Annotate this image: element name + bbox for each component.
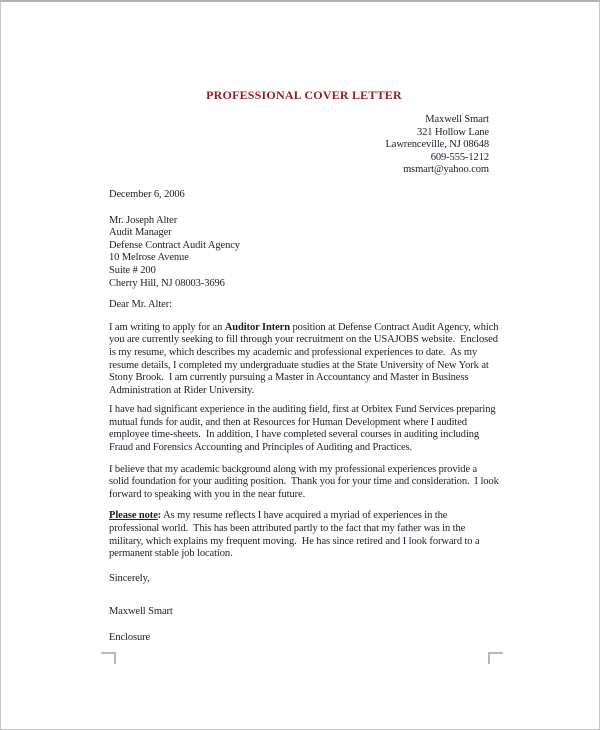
paragraph-thanks: I believe that my academic background along with my professional experiences provide a solid foundation for your auditing position. Thank you for your time and consideration. I look forward to speaking with you in the near future. [109, 463, 502, 500]
letter-date: December 6, 2006 [109, 188, 185, 200]
recipient-block [109, 215, 499, 291]
recipient-city-state-zip: Cherry Hill, NJ 08003-3696 [109, 277, 225, 289]
signature-name: Maxwell Smart [109, 606, 173, 618]
recipient-name: Mr. Joseph Alter [109, 214, 178, 226]
recipient-suite: Suite # 200 [109, 264, 156, 276]
recipient-company: Defense Contract Audit Agency [109, 239, 240, 251]
sender-name: Maxwell Smart [425, 114, 489, 125]
paragraph-1-text-before: I am writing to apply for an [109, 321, 225, 333]
salutation: Dear Mr. Alter: [109, 299, 172, 311]
letter-title: PROFESSIONAL COVER LETTER [206, 88, 402, 102]
sender-email: msmart@yahoo.com [403, 164, 489, 176]
enclosure-note: Enclosure [109, 632, 151, 643]
sender-city-state-zip: Lawrenceville, NJ 08648 [385, 139, 489, 151]
please-note-label: Please note [109, 510, 158, 522]
paragraph-1-text-after: position at Defense Contract Audit Agency, which you are currently seeking to fill through your recruitment on the USAJOBS website. Enclosed is my resume, which describes my academic and professional experiences to date. As my resume details, I completed my undergraduate studies at the State University of New York at Stony Brook. I am currently pursuing a Master in Accountancy and Master in Business Administration at Rider University. [109, 321, 501, 396]
recipient-title: Audit Manager [109, 227, 172, 239]
valediction: Sincerely, [109, 572, 150, 584]
recipient-street: 10 Melrose Avenue [109, 252, 189, 264]
sender-phone: 609-555-1212 [430, 151, 489, 163]
position-title-bold: Auditor Intern [224, 321, 290, 333]
please-note-text: As my resume reflects I have acquired a myriad of experiences in the professional world. This has been attributed partly to the fact that my father was in the military, which explains my frequent moving. He has since retired and I look forward to a permanent stable job location. [109, 510, 483, 560]
sender-block [109, 114, 489, 177]
text-boundary-corner-mark-left [101, 652, 116, 664]
paragraph-introduction [109, 322, 499, 398]
paragraph-experience: I have had significant experience in the auditing field, first at Orbitex Fund Services preparing mutual funds for audit, and then at Resources for Human Development where I audited employee time-sheets. In addition, I have completed several courses in auditing including Fraud and Forensics Accounting and Principles of Auditing and Practices. [109, 404, 499, 454]
sender-street: 321 Hollow Lane [417, 126, 489, 138]
text-boundary-corner-mark-right [488, 652, 503, 664]
paragraph-please-note [109, 510, 499, 560]
please-note-colon: : [157, 510, 162, 522]
